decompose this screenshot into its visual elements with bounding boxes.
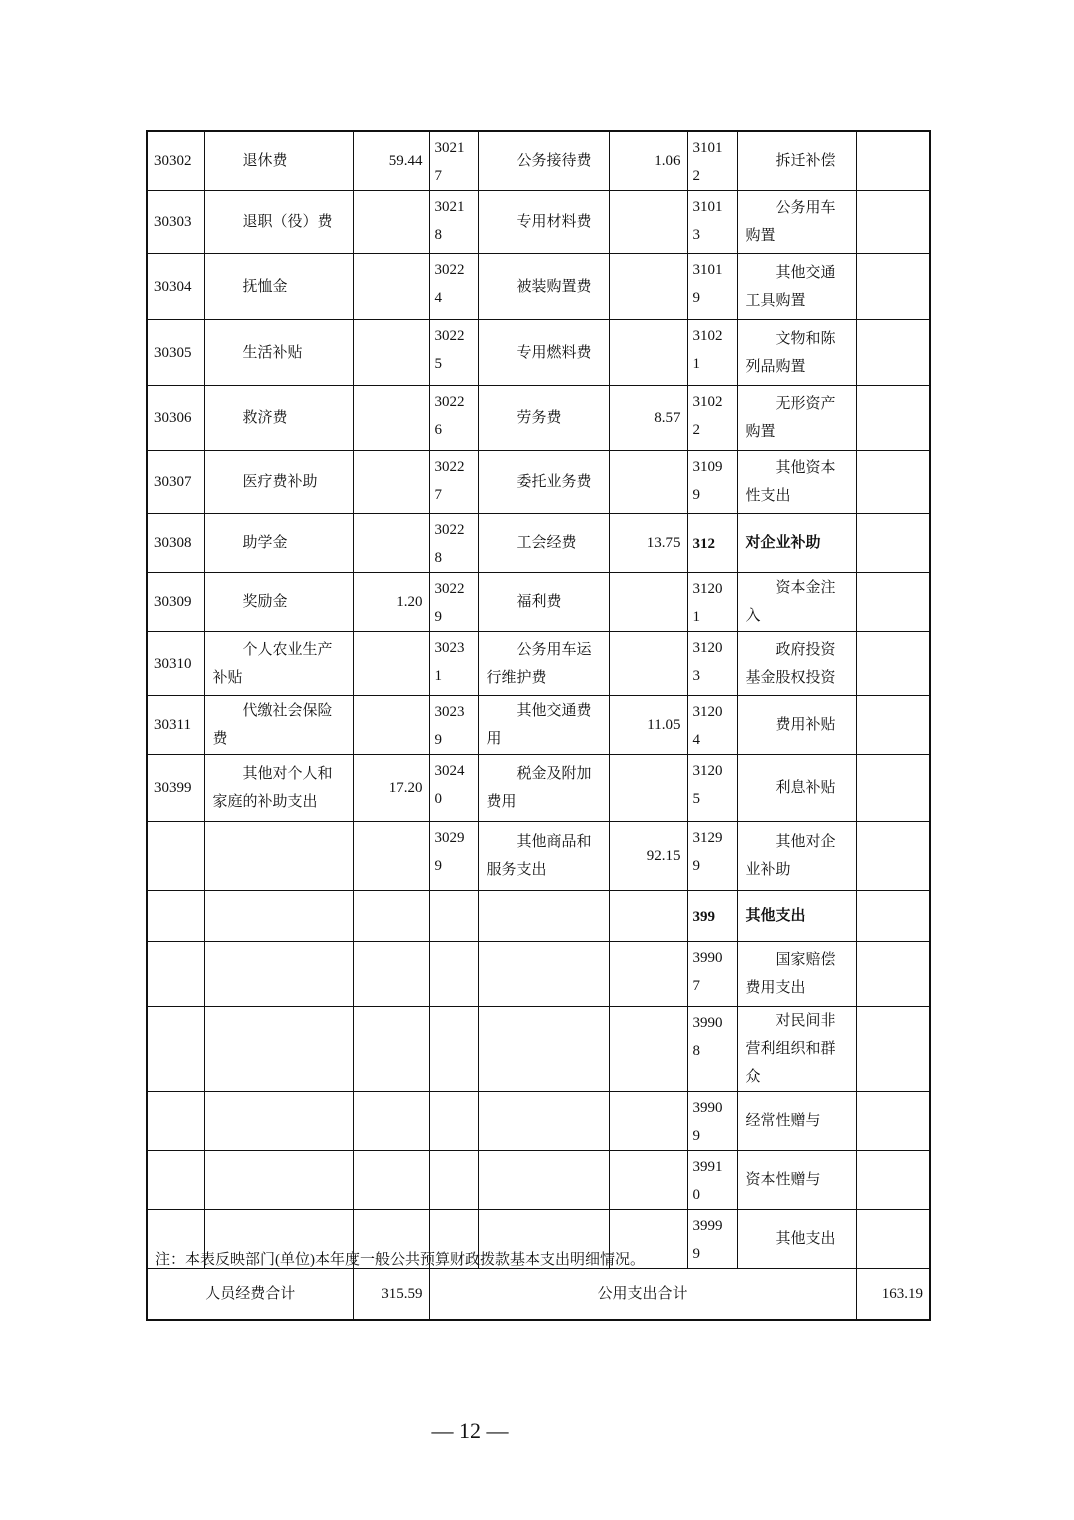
personnel-amount [353,696,429,755]
public-code-text: 30231 [434,640,465,684]
table-row [147,514,930,573]
capital-item [737,1007,856,1092]
personnel-item [204,1092,353,1151]
public-total-label: 公用支出合计 [429,1269,856,1320]
capital-item-text: 无形资产购置 [745,396,836,440]
personnel-total-label: 人员经费合计 [147,1269,353,1320]
public-amount [609,891,687,942]
capital-amount [856,254,930,320]
capital-code [687,451,737,514]
capital-item [737,891,856,942]
capital-code [687,942,737,1007]
capital-code-text: 31201 [692,581,723,625]
table-note: 注：本表反映部门(单位)本年度一般公共预算财政拨款基本支出明细情况。 [155,1252,645,1268]
capital-item-text: 其他交通工具购置 [745,264,836,309]
capital-code-text: 39909 [692,1100,723,1144]
capital-code [687,1092,737,1151]
capital-code [687,632,737,696]
personnel-amount [353,942,429,1007]
public-amount [609,942,687,1007]
personnel-code: 30302 [147,131,204,191]
capital-item [737,1210,856,1269]
public-item [478,696,609,755]
public-amount [609,451,687,514]
public-code-text: 30218 [434,199,465,243]
public-amount [609,632,687,696]
personnel-item [204,696,353,755]
capital-amount [856,1151,930,1210]
capital-code-text: 39910 [692,1159,723,1203]
personnel-code: 30306 [147,386,204,451]
personnel-code: 30311 [147,696,204,755]
capital-amount [856,822,930,891]
public-amount: 11.05 [609,696,687,755]
capital-item [737,822,856,891]
capital-item-text: 文物和陈列品购置 [745,330,836,375]
capital-code [687,1151,737,1210]
capital-code [687,320,737,386]
public-item [478,755,609,822]
capital-code [687,386,737,451]
capital-code-text: 31012 [692,140,723,184]
capital-amount [856,891,930,942]
capital-item [737,131,856,191]
public-item-text: 公务用车运行维护费 [486,641,592,686]
capital-amount [856,1210,930,1269]
capital-item [737,696,856,755]
personnel-amount [353,822,429,891]
personnel-code: 30303 [147,191,204,254]
capital-item-text: 其他对企业补助 [745,834,836,878]
capital-item [737,632,856,696]
public-item [478,191,609,254]
table-row [147,451,930,514]
capital-amount [856,514,930,573]
personnel-item-text: 退职（役）费 [242,214,333,230]
public-code-text: 30240 [434,763,465,807]
personnel-item-text: 抚恤金 [242,278,288,295]
capital-code-text: 31021 [692,328,723,372]
personnel-code: 30308 [147,514,204,573]
public-item-text: 税金及附加费用 [486,766,592,810]
public-code [429,891,478,942]
public-item [478,822,609,891]
capital-item-text: 费用补贴 [775,717,836,733]
personnel-code: 30309 [147,573,204,632]
capital-code [687,131,737,191]
capital-item [737,254,856,320]
personnel-item [204,131,353,191]
public-item [478,451,609,514]
capital-item-text: 资本性赠与 [745,1172,821,1188]
personnel-item [204,191,353,254]
personnel-amount: 17.20 [353,755,429,822]
capital-code-text: 31203 [692,640,723,684]
public-item-text: 专用材料费 [516,214,592,230]
personnel-total-value: 315.59 [353,1269,429,1320]
personnel-code: 30305 [147,320,204,386]
table-row [147,320,930,386]
public-item [478,254,609,320]
personnel-code: 30304 [147,254,204,320]
capital-amount [856,696,930,755]
public-code [429,191,478,254]
capital-amount [856,451,930,514]
public-code [429,254,478,320]
public-amount [609,1151,687,1210]
public-amount [609,254,687,320]
capital-code-text: 39908 [692,1015,723,1059]
capital-item [737,386,856,451]
capital-amount [856,320,930,386]
capital-code [687,1210,737,1269]
capital-item-text: 资本金注入 [745,580,836,624]
capital-code [687,573,737,632]
personnel-code [147,1007,204,1092]
personnel-item-text: 退休费 [242,153,288,169]
public-item-text: 公务接待费 [516,153,592,169]
capital-code-text: 399 [692,909,715,925]
capital-item-text: 拆迁补偿 [775,153,836,169]
table-row [147,191,930,254]
personnel-code: 30307 [147,451,204,514]
public-amount: 8.57 [609,386,687,451]
table-row [147,1007,930,1092]
personnel-item [204,254,353,320]
totals-row [147,1269,930,1320]
page-number: — 12 — [431,1418,509,1443]
capital-amount [856,573,930,632]
capital-code [687,191,737,254]
personnel-item-text: 救济费 [242,410,288,426]
personnel-item [204,822,353,891]
personnel-amount [353,254,429,320]
public-item [478,386,609,451]
personnel-amount [353,451,429,514]
personnel-code [147,942,204,1007]
public-item [478,131,609,191]
capital-amount [856,1092,930,1151]
capital-item-text: 经常性赠与 [745,1113,821,1129]
personnel-item [204,942,353,1007]
public-item-text: 工会经费 [516,535,577,551]
table-row [147,573,930,632]
public-code-text: 30229 [434,581,465,625]
public-code [429,755,478,822]
table-row [147,632,930,696]
public-code-text: 30217 [434,140,465,184]
public-amount [609,1007,687,1092]
capital-item-text: 国家赔偿费用支出 [745,952,836,996]
public-code [429,1151,478,1210]
capital-amount [856,632,930,696]
capital-item [737,514,856,573]
capital-code [687,822,737,891]
table-row [147,1092,930,1151]
public-amount [609,320,687,386]
public-code [429,573,478,632]
capital-item-text: 对民间非营利组织和群众 [745,1013,836,1085]
public-item [478,1092,609,1151]
personnel-item-text: 生活补贴 [242,344,303,361]
personnel-code [147,1151,204,1210]
personnel-amount [353,1151,429,1210]
public-item [478,573,609,632]
personnel-code: 30399 [147,755,204,822]
personnel-item [204,1151,353,1210]
public-code [429,386,478,451]
personnel-item-text: 助学金 [242,535,288,551]
capital-code-text: 31019 [692,262,723,306]
capital-code-text: 31022 [692,394,723,438]
public-amount: 1.06 [609,131,687,191]
table-row [147,891,930,942]
personnel-item [204,755,353,822]
public-item [478,942,609,1007]
capital-item [737,451,856,514]
public-amount: 13.75 [609,514,687,573]
public-code-text: 30299 [434,830,465,874]
personnel-item [204,451,353,514]
personnel-code: 30310 [147,632,204,696]
public-item-text: 福利费 [516,594,562,610]
public-code [429,632,478,696]
public-item-text: 劳务费 [516,410,562,426]
public-code-text: 30228 [434,522,465,566]
personnel-item-text: 个人农业生产补贴 [212,641,333,686]
personnel-item [204,573,353,632]
personnel-amount [353,191,429,254]
capital-amount [856,942,930,1007]
public-code-text: 30239 [434,704,465,748]
public-code-text: 30227 [434,459,465,503]
expenditure-detail-table [146,130,931,1321]
capital-code-text: 31205 [692,763,723,807]
capital-code-text: 31099 [692,459,723,503]
public-item [478,632,609,696]
public-item-text: 被装购置费 [516,278,592,295]
personnel-item [204,514,353,573]
capital-code [687,755,737,822]
capital-amount [856,131,930,191]
capital-code [687,254,737,320]
capital-code [687,514,737,573]
public-code [429,696,478,755]
personnel-amount [353,1007,429,1092]
table-row [147,755,930,822]
personnel-item [204,1007,353,1092]
capital-item [737,942,856,1007]
capital-code [687,1007,737,1092]
capital-item [737,191,856,254]
capital-code-text: 39999 [692,1218,723,1262]
capital-item [737,755,856,822]
personnel-amount [353,514,429,573]
personnel-amount [353,1092,429,1151]
personnel-amount: 59.44 [353,131,429,191]
personnel-amount: 1.20 [353,573,429,632]
public-code-text: 30224 [434,262,465,306]
table-row [147,131,930,191]
public-code [429,514,478,573]
public-amount: 92.15 [609,822,687,891]
personnel-item [204,632,353,696]
capital-code-text: 31204 [692,704,723,748]
public-code-text: 30226 [434,394,465,438]
table-row [147,386,930,451]
public-item-text: 其他商品和服务支出 [486,834,592,878]
personnel-code [147,1092,204,1151]
public-item-text: 其他交通费用 [486,703,592,747]
public-amount [609,191,687,254]
capital-item [737,1151,856,1210]
public-code [429,822,478,891]
personnel-amount [353,632,429,696]
capital-code-text: 31299 [692,830,723,874]
public-code [429,1092,478,1151]
capital-item-text: 其他支出 [745,908,806,924]
personnel-item-text: 奖励金 [242,594,288,610]
table-row [147,1151,930,1210]
capital-code [687,891,737,942]
personnel-code [147,891,204,942]
public-item [478,1151,609,1210]
capital-amount [856,1007,930,1092]
capital-item [737,573,856,632]
public-item-text: 专用燃料费 [516,344,592,361]
public-item-text: 委托业务费 [516,474,592,490]
table-row [147,822,930,891]
public-amount [609,755,687,822]
public-code [429,942,478,1007]
personnel-amount [353,891,429,942]
public-code [429,131,478,191]
capital-item-text: 利息补贴 [775,780,836,796]
capital-item-text: 其他支出 [775,1231,836,1247]
capital-item-text: 公务用车购置 [745,200,836,244]
capital-code-text: 31013 [692,199,723,243]
capital-item-text: 政府投资基金股权投资 [745,641,836,686]
personnel-item [204,386,353,451]
capital-amount [856,191,930,254]
personnel-item-text: 其他对个人和家庭的补助支出 [212,766,333,810]
table-row [147,696,930,755]
public-amount [609,573,687,632]
personnel-item-text: 代缴社会保险费 [212,703,333,747]
public-code [429,451,478,514]
capital-item-text: 对企业补助 [745,535,821,551]
table-row [147,942,930,1007]
personnel-code [147,822,204,891]
public-total-value: 163.19 [856,1269,930,1320]
capital-item [737,1092,856,1151]
capital-amount [856,386,930,451]
capital-code [687,696,737,755]
capital-item-text: 其他资本性支出 [745,460,836,504]
public-code [429,320,478,386]
personnel-item [204,891,353,942]
public-amount [609,1092,687,1151]
personnel-amount [353,320,429,386]
personnel-amount [353,386,429,451]
capital-code-text: 312 [692,536,715,552]
public-code [429,1007,478,1092]
public-item [478,514,609,573]
public-item [478,1007,609,1092]
public-item [478,891,609,942]
capital-amount [856,755,930,822]
personnel-item [204,320,353,386]
personnel-item-text: 医疗费补助 [242,474,318,490]
public-item [478,320,609,386]
table-row [147,254,930,320]
capital-item [737,320,856,386]
capital-code-text: 39907 [692,950,723,994]
public-code-text: 30225 [434,328,465,372]
